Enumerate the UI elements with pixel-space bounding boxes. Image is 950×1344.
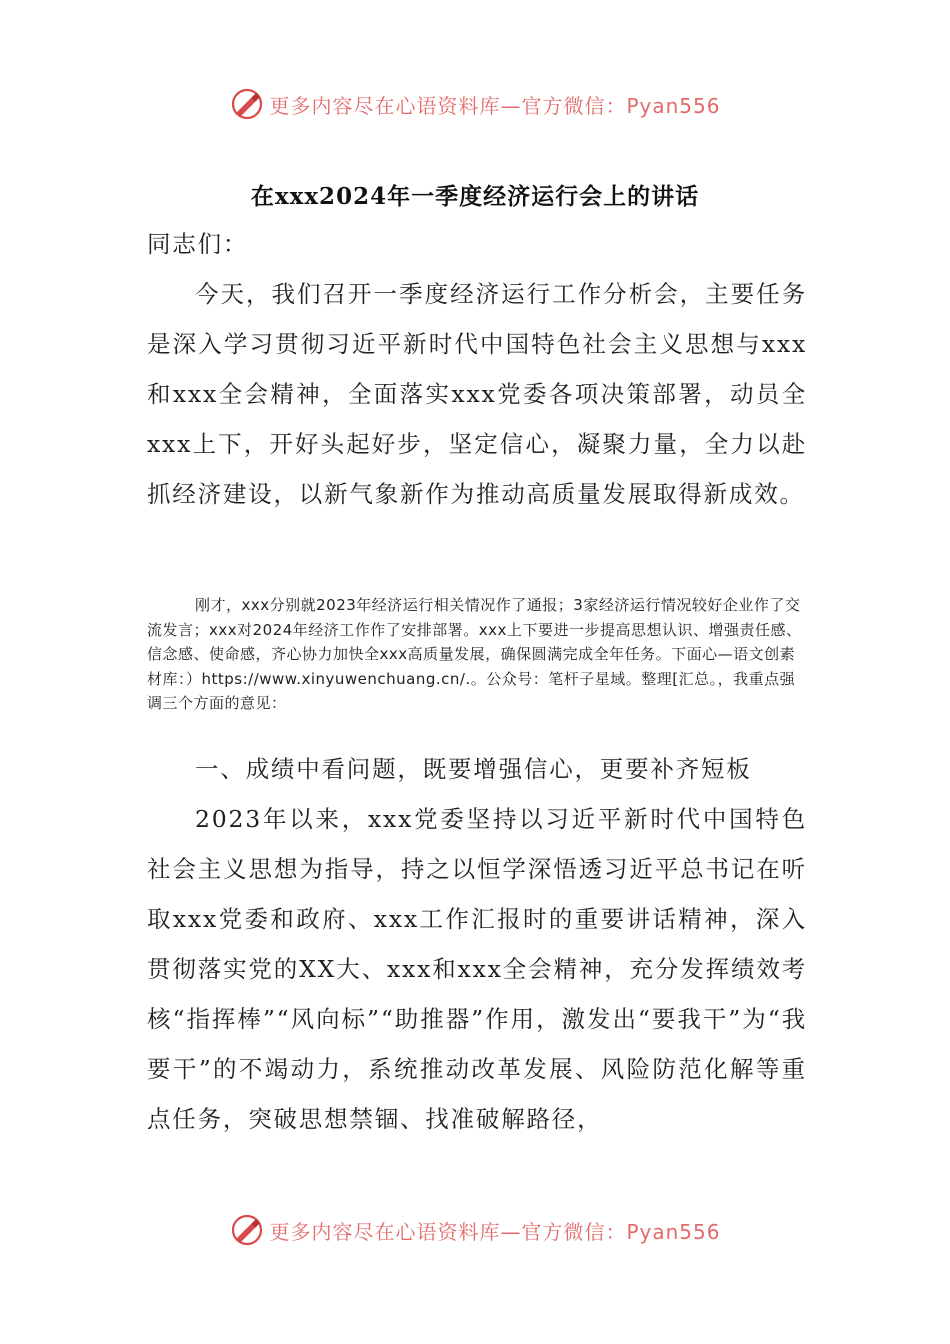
watermark-text: 更多内容尽在心语资料库—官方微信：Pyan556 xyxy=(269,93,721,118)
document-title: 在xxx2024年一季度经济运行会上的讲话 xyxy=(250,183,700,210)
watermark-banner-bottom xyxy=(0,1208,950,1252)
pen-circle-logo-icon xyxy=(229,1212,265,1248)
section-heading: 一、成绩中看问题，既要增强信心，更要补齐短板 xyxy=(195,755,752,783)
section-one xyxy=(147,744,807,1144)
pen-circle-logo-icon xyxy=(229,86,265,122)
note-paragraph: 刚才，xxx分别就2023年经济运行相关情况作了通报；3家经济运行情况较好企业作了交流发言；xxx对2024年经济工作作了安排部署。xxx上下要进一步提高思想认识、增强责任感、信念感、使命感，齐心协力加快全xxx高质量发展，确保圆满完成全年任务。下面心—语文创素材库：）https://www.xinyuwenchuang.cn/.。公众号：笔杆子星域。整理[汇总。，我重点强调三个方面的意见： xyxy=(147,596,802,712)
note-block xyxy=(147,593,807,716)
salutation: 同志们： xyxy=(147,230,249,258)
intro-paragraph: 今天，我们召开一季度经济运行工作分析会，主要任务是深入学习贯彻习近平新时代中国特色社会主义思想与xxx和xxx全会精神，全面落实xxx党委各项决策部署，动员全xxx上下，开好头起好步，坚定信心，凝聚力量，全力以赴抓经济建设，以新气象新作为推动高质量发展取得新成效。 xyxy=(147,280,807,508)
watermark-text: 更多内容尽在心语资料库—官方微信：Pyan556 xyxy=(269,1219,721,1244)
watermark-banner-top xyxy=(0,82,950,126)
document-body xyxy=(147,219,807,519)
section-paragraph: 2023年以来，xxx党委坚持以习近平新时代中国特色社会主义思想为指导，持之以恒学深悟透习近平总书记在听取xxx党委和政府、xxx工作汇报时的重要讲话精神，深入贯彻落实党的XX大、xxx和xxx全会精神，充分发挥绩效考核“指挥棒”“风向标”“助推器”作用，激发出“要我干”为“我要干”的不竭动力，系统推动改革发展、风险防范化解等重点任务，突破思想禁锢、找准破解路径， xyxy=(147,805,807,1133)
